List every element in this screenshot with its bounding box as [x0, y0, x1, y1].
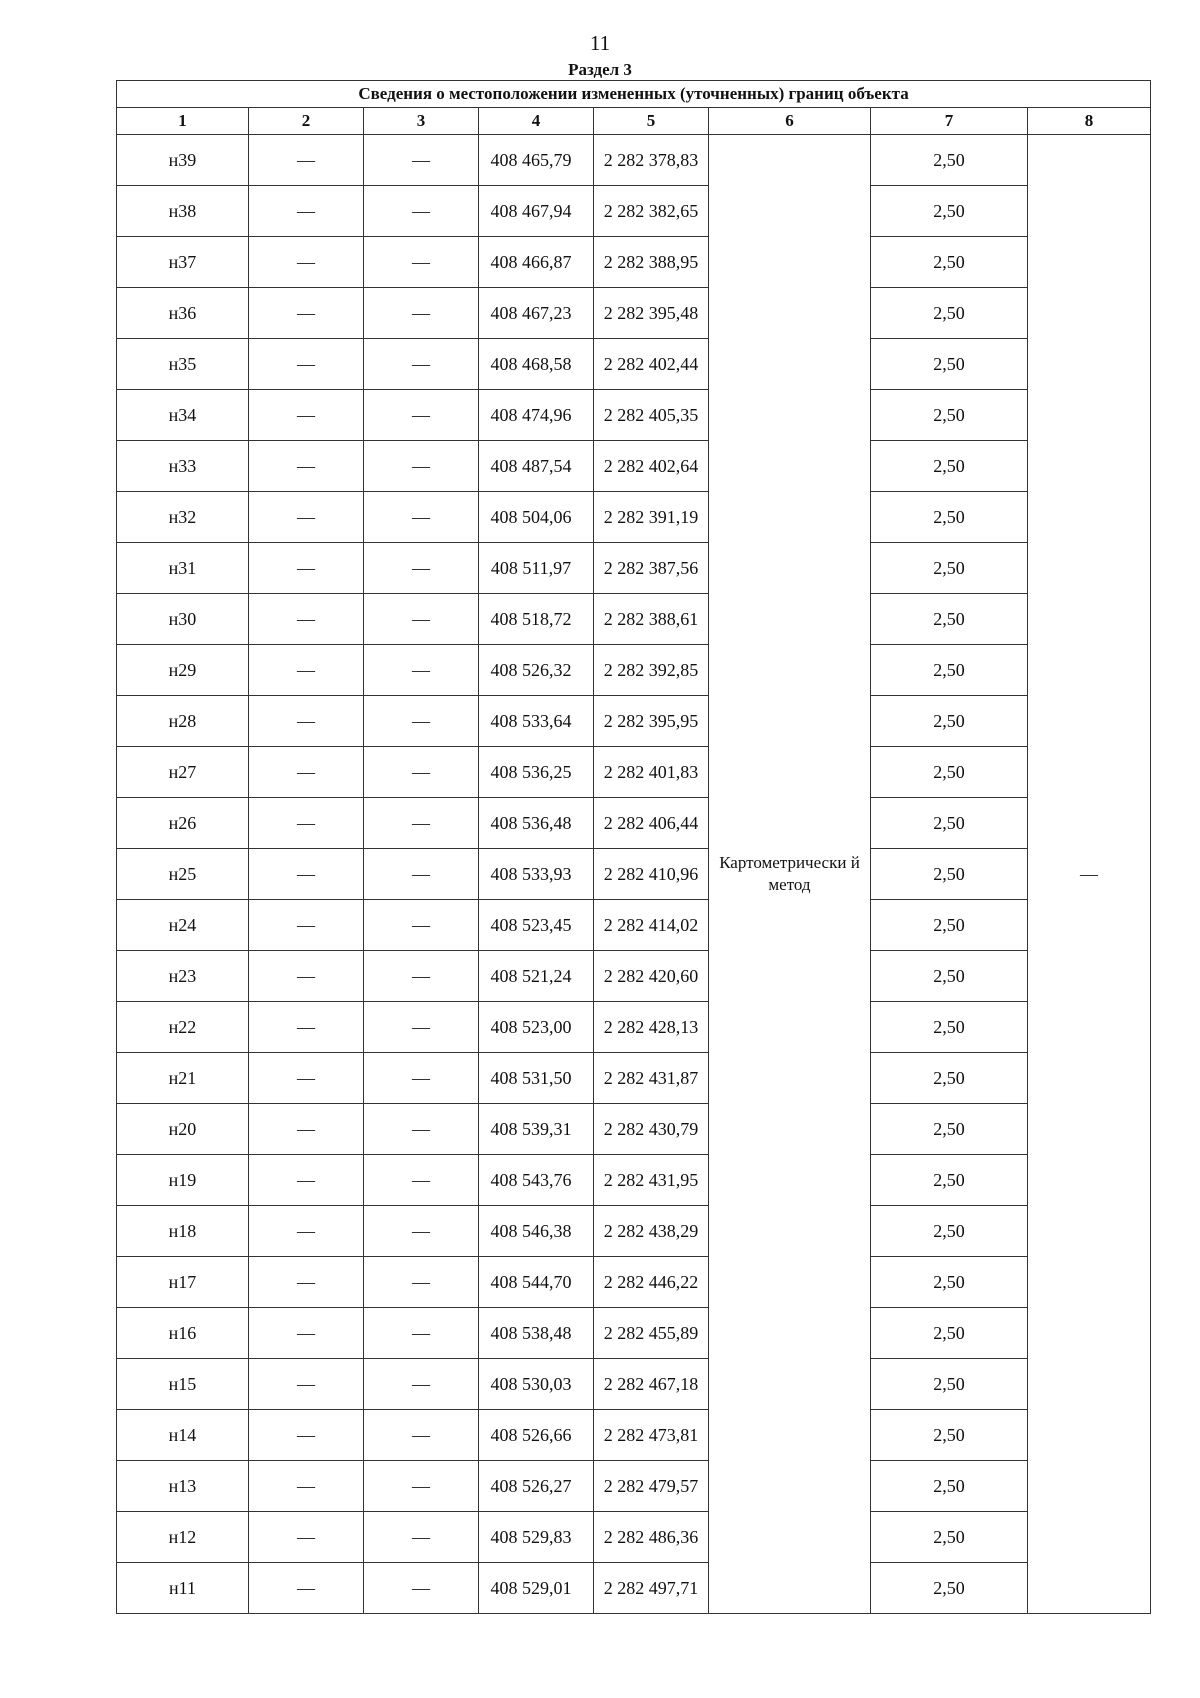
col3-cell: —: [364, 1410, 479, 1461]
accuracy-cell: 2,50: [871, 1053, 1028, 1104]
point-id-cell: н25: [117, 849, 249, 900]
point-id-cell: н30: [117, 594, 249, 645]
accuracy-cell: 2,50: [871, 645, 1028, 696]
col2-cell: —: [249, 1461, 364, 1512]
accuracy-cell: 2,50: [871, 900, 1028, 951]
col2-cell: —: [249, 237, 364, 288]
col2-cell: —: [249, 747, 364, 798]
table-row: [117, 849, 1151, 900]
point-id-cell: н12: [117, 1512, 249, 1563]
boundary-coordinates-table: [116, 80, 1151, 1614]
x-coordinate-cell: 408 533,93: [479, 849, 594, 900]
x-coordinate-cell: 408 530,03: [479, 1359, 594, 1410]
y-coordinate-cell: 2 282 446,22: [594, 1257, 709, 1308]
accuracy-cell: 2,50: [871, 288, 1028, 339]
col3-cell: —: [364, 237, 479, 288]
x-coordinate-cell: 408 521,24: [479, 951, 594, 1002]
x-coordinate-cell: 408 533,64: [479, 696, 594, 747]
table-row: [117, 900, 1151, 951]
column-header: 5: [594, 108, 709, 135]
x-coordinate-cell: 408 543,76: [479, 1155, 594, 1206]
accuracy-cell: 2,50: [871, 1410, 1028, 1461]
table-row: [117, 339, 1151, 390]
point-id-cell: н36: [117, 288, 249, 339]
x-coordinate-cell: 408 468,58: [479, 339, 594, 390]
table-row: [117, 1563, 1151, 1614]
x-coordinate-cell: 408 504,06: [479, 492, 594, 543]
table-row: [117, 798, 1151, 849]
accuracy-cell: 2,50: [871, 339, 1028, 390]
col3-cell: —: [364, 390, 479, 441]
point-id-cell: н29: [117, 645, 249, 696]
col2-cell: —: [249, 645, 364, 696]
y-coordinate-cell: 2 282 401,83: [594, 747, 709, 798]
y-coordinate-cell: 2 282 473,81: [594, 1410, 709, 1461]
col2-cell: —: [249, 1104, 364, 1155]
accuracy-cell: 2,50: [871, 696, 1028, 747]
col3-cell: —: [364, 1002, 479, 1053]
table-row: [117, 237, 1151, 288]
col3-cell: —: [364, 696, 479, 747]
point-id-cell: н39: [117, 135, 249, 186]
column-header: 3: [364, 108, 479, 135]
col2-cell: —: [249, 900, 364, 951]
x-coordinate-cell: 408 523,45: [479, 900, 594, 951]
x-coordinate-cell: 408 539,31: [479, 1104, 594, 1155]
col3-cell: —: [364, 543, 479, 594]
y-coordinate-cell: 2 282 402,44: [594, 339, 709, 390]
col2-cell: —: [249, 339, 364, 390]
accuracy-cell: 2,50: [871, 1512, 1028, 1563]
y-coordinate-cell: 2 282 387,56: [594, 543, 709, 594]
accuracy-cell: 2,50: [871, 186, 1028, 237]
x-coordinate-cell: 408 536,25: [479, 747, 594, 798]
accuracy-cell: 2,50: [871, 1563, 1028, 1614]
x-coordinate-cell: 408 467,23: [479, 288, 594, 339]
y-coordinate-cell: 2 282 414,02: [594, 900, 709, 951]
table-row: [117, 594, 1151, 645]
col3-cell: —: [364, 900, 479, 951]
method-cell: Картометрически й метод: [709, 135, 871, 1614]
x-coordinate-cell: 408 526,32: [479, 645, 594, 696]
x-coordinate-cell: 408 467,94: [479, 186, 594, 237]
table-row: [117, 1512, 1151, 1563]
x-coordinate-cell: 408 526,27: [479, 1461, 594, 1512]
accuracy-cell: 2,50: [871, 951, 1028, 1002]
column-header: 4: [479, 108, 594, 135]
col3-cell: —: [364, 1461, 479, 1512]
x-coordinate-cell: 408 536,48: [479, 798, 594, 849]
point-id-cell: н14: [117, 1410, 249, 1461]
x-coordinate-cell: 408 518,72: [479, 594, 594, 645]
col2-cell: —: [249, 288, 364, 339]
y-coordinate-cell: 2 282 410,96: [594, 849, 709, 900]
col3-cell: —: [364, 1512, 479, 1563]
y-coordinate-cell: 2 282 392,85: [594, 645, 709, 696]
col3-cell: —: [364, 492, 479, 543]
y-coordinate-cell: 2 282 402,64: [594, 441, 709, 492]
col2-cell: —: [249, 441, 364, 492]
accuracy-cell: 2,50: [871, 390, 1028, 441]
point-id-cell: н35: [117, 339, 249, 390]
point-id-cell: н33: [117, 441, 249, 492]
x-coordinate-cell: 408 474,96: [479, 390, 594, 441]
table-row: [117, 492, 1151, 543]
accuracy-cell: 2,50: [871, 1155, 1028, 1206]
x-coordinate-cell: 408 531,50: [479, 1053, 594, 1104]
column-header: 7: [871, 108, 1028, 135]
table-row: [117, 696, 1151, 747]
table-row: [117, 1104, 1151, 1155]
table-row: [117, 390, 1151, 441]
accuracy-cell: 2,50: [871, 492, 1028, 543]
point-id-cell: н11: [117, 1563, 249, 1614]
col2-cell: —: [249, 1206, 364, 1257]
x-coordinate-cell: 408 538,48: [479, 1308, 594, 1359]
point-id-cell: н16: [117, 1308, 249, 1359]
col3-cell: —: [364, 339, 479, 390]
col2-cell: —: [249, 543, 364, 594]
point-id-cell: н27: [117, 747, 249, 798]
accuracy-cell: 2,50: [871, 1104, 1028, 1155]
point-id-cell: н38: [117, 186, 249, 237]
table-row: [117, 1308, 1151, 1359]
col3-cell: —: [364, 645, 479, 696]
table-row: [117, 543, 1151, 594]
x-coordinate-cell: 408 546,38: [479, 1206, 594, 1257]
table-row: [117, 951, 1151, 1002]
col2-cell: —: [249, 390, 364, 441]
accuracy-cell: 2,50: [871, 441, 1028, 492]
accuracy-cell: 2,50: [871, 1206, 1028, 1257]
y-coordinate-cell: 2 282 486,36: [594, 1512, 709, 1563]
x-coordinate-cell: 408 466,87: [479, 237, 594, 288]
y-coordinate-cell: 2 282 382,65: [594, 186, 709, 237]
accuracy-cell: 2,50: [871, 1002, 1028, 1053]
point-id-cell: н24: [117, 900, 249, 951]
accuracy-cell: 2,50: [871, 849, 1028, 900]
col3-cell: —: [364, 1155, 479, 1206]
table-row: [117, 135, 1151, 186]
accuracy-cell: 2,50: [871, 1308, 1028, 1359]
table-caption: Сведения о местоположении измененных (уточненных) границ объекта: [117, 81, 1151, 108]
y-coordinate-cell: 2 282 388,95: [594, 237, 709, 288]
x-coordinate-cell: 408 511,97: [479, 543, 594, 594]
table-row: [117, 1002, 1151, 1053]
accuracy-cell: 2,50: [871, 135, 1028, 186]
col8-cell: —: [1028, 135, 1151, 1614]
point-id-cell: н28: [117, 696, 249, 747]
col3-cell: —: [364, 849, 479, 900]
table-row: [117, 747, 1151, 798]
point-id-cell: н32: [117, 492, 249, 543]
table-row: [117, 288, 1151, 339]
x-coordinate-cell: 408 465,79: [479, 135, 594, 186]
col2-cell: —: [249, 1053, 364, 1104]
col2-cell: —: [249, 492, 364, 543]
col3-cell: —: [364, 186, 479, 237]
column-header-row: [117, 108, 1151, 135]
point-id-cell: н23: [117, 951, 249, 1002]
col3-cell: —: [364, 1257, 479, 1308]
y-coordinate-cell: 2 282 420,60: [594, 951, 709, 1002]
y-coordinate-cell: 2 282 391,19: [594, 492, 709, 543]
column-header: 8: [1028, 108, 1151, 135]
point-id-cell: н37: [117, 237, 249, 288]
y-coordinate-cell: 2 282 378,83: [594, 135, 709, 186]
x-coordinate-cell: 408 523,00: [479, 1002, 594, 1053]
col3-cell: —: [364, 798, 479, 849]
point-id-cell: н21: [117, 1053, 249, 1104]
accuracy-cell: 2,50: [871, 798, 1028, 849]
x-coordinate-cell: 408 529,01: [479, 1563, 594, 1614]
y-coordinate-cell: 2 282 467,18: [594, 1359, 709, 1410]
table-row: [117, 1053, 1151, 1104]
col3-cell: —: [364, 594, 479, 645]
col2-cell: —: [249, 594, 364, 645]
x-coordinate-cell: 408 544,70: [479, 1257, 594, 1308]
point-id-cell: н22: [117, 1002, 249, 1053]
accuracy-cell: 2,50: [871, 543, 1028, 594]
point-id-cell: н19: [117, 1155, 249, 1206]
col3-cell: —: [364, 441, 479, 492]
accuracy-cell: 2,50: [871, 594, 1028, 645]
x-coordinate-cell: 408 529,83: [479, 1512, 594, 1563]
col3-cell: —: [364, 1104, 479, 1155]
col2-cell: —: [249, 1002, 364, 1053]
table-row: [117, 1410, 1151, 1461]
point-id-cell: н34: [117, 390, 249, 441]
col2-cell: —: [249, 1257, 364, 1308]
page-number: 11: [589, 31, 611, 55]
point-id-cell: н18: [117, 1206, 249, 1257]
point-id-cell: н20: [117, 1104, 249, 1155]
col3-cell: —: [364, 1563, 479, 1614]
col3-cell: —: [364, 135, 479, 186]
col3-cell: —: [364, 1053, 479, 1104]
point-id-cell: н17: [117, 1257, 249, 1308]
table-row: [117, 441, 1151, 492]
col2-cell: —: [249, 1308, 364, 1359]
col2-cell: —: [249, 849, 364, 900]
col2-cell: —: [249, 951, 364, 1002]
column-header: 1: [117, 108, 249, 135]
col2-cell: —: [249, 1359, 364, 1410]
col3-cell: —: [364, 1308, 479, 1359]
section-title: Раздел 3: [568, 60, 632, 79]
col2-cell: —: [249, 1410, 364, 1461]
col3-cell: —: [364, 1206, 479, 1257]
table-row: [117, 1257, 1151, 1308]
y-coordinate-cell: 2 282 405,35: [594, 390, 709, 441]
point-id-cell: н31: [117, 543, 249, 594]
y-coordinate-cell: 2 282 431,95: [594, 1155, 709, 1206]
column-header: 2: [249, 108, 364, 135]
col2-cell: —: [249, 1155, 364, 1206]
table-row: [117, 186, 1151, 237]
table-row: [117, 1206, 1151, 1257]
col3-cell: —: [364, 747, 479, 798]
y-coordinate-cell: 2 282 428,13: [594, 1002, 709, 1053]
table-row: [117, 1359, 1151, 1410]
column-header: 6: [709, 108, 871, 135]
x-coordinate-cell: 408 526,66: [479, 1410, 594, 1461]
x-coordinate-cell: 408 487,54: [479, 441, 594, 492]
col3-cell: —: [364, 951, 479, 1002]
accuracy-cell: 2,50: [871, 1461, 1028, 1512]
table-row: [117, 645, 1151, 696]
table-row: [117, 1155, 1151, 1206]
y-coordinate-cell: 2 282 430,79: [594, 1104, 709, 1155]
table-row: [117, 1461, 1151, 1512]
y-coordinate-cell: 2 282 497,71: [594, 1563, 709, 1614]
y-coordinate-cell: 2 282 395,95: [594, 696, 709, 747]
col2-cell: —: [249, 1512, 364, 1563]
col2-cell: —: [249, 186, 364, 237]
col3-cell: —: [364, 1359, 479, 1410]
accuracy-cell: 2,50: [871, 747, 1028, 798]
accuracy-cell: 2,50: [871, 1257, 1028, 1308]
y-coordinate-cell: 2 282 431,87: [594, 1053, 709, 1104]
y-coordinate-cell: 2 282 479,57: [594, 1461, 709, 1512]
col3-cell: —: [364, 288, 479, 339]
y-coordinate-cell: 2 282 406,44: [594, 798, 709, 849]
y-coordinate-cell: 2 282 438,29: [594, 1206, 709, 1257]
point-id-cell: н13: [117, 1461, 249, 1512]
y-coordinate-cell: 2 282 395,48: [594, 288, 709, 339]
accuracy-cell: 2,50: [871, 237, 1028, 288]
point-id-cell: н26: [117, 798, 249, 849]
col2-cell: —: [249, 696, 364, 747]
col2-cell: —: [249, 798, 364, 849]
y-coordinate-cell: 2 282 388,61: [594, 594, 709, 645]
col2-cell: —: [249, 135, 364, 186]
accuracy-cell: 2,50: [871, 1359, 1028, 1410]
col2-cell: —: [249, 1563, 364, 1614]
y-coordinate-cell: 2 282 455,89: [594, 1308, 709, 1359]
point-id-cell: н15: [117, 1359, 249, 1410]
